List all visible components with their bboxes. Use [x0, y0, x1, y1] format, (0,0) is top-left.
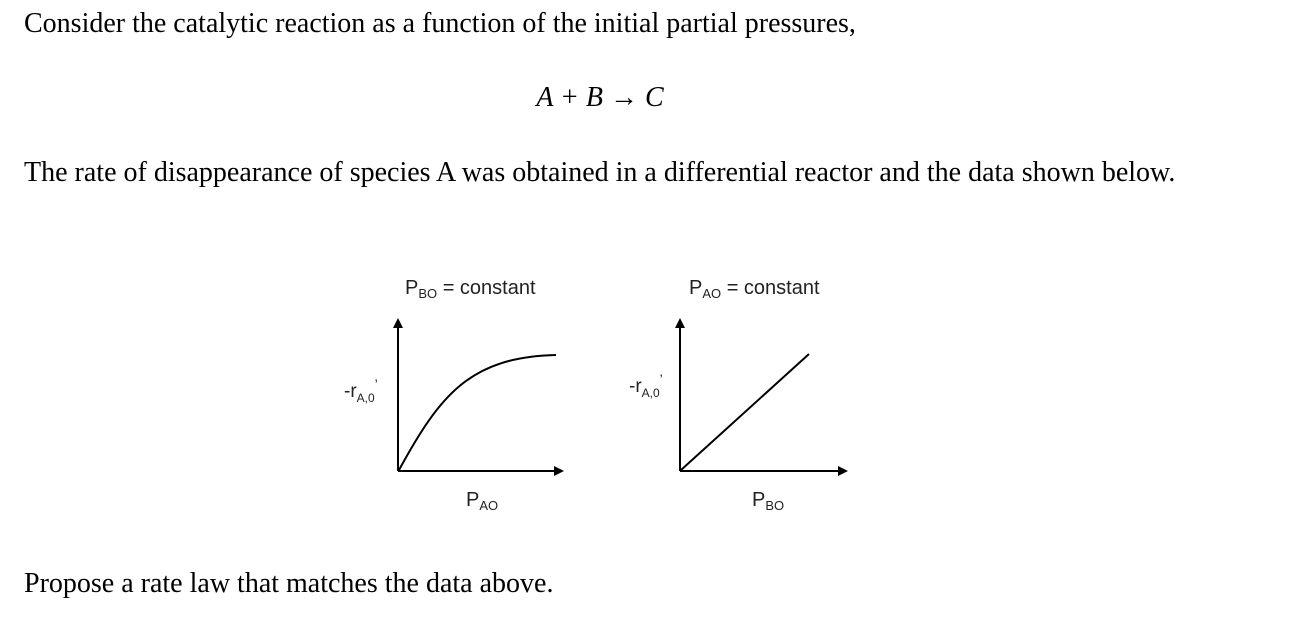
graph-1	[344, 277, 562, 513]
graph-2-line	[681, 354, 809, 470]
intro-text: Consider the catalytic reaction as a function of the initial partial pressures,	[24, 8, 856, 39]
graph-2-x-label: $P_{BO}$	[752, 489, 785, 513]
graph-1-x-label: $P_{AO}$	[466, 489, 499, 513]
graph-1-title: $P_{BO}$ = constant	[405, 277, 536, 301]
graph-1-y-label: $-r_{A,0}^’$	[344, 376, 378, 405]
description-paragraph: The rate of disappearance of species A was obtained in a differential reactor and the data shown below.	[24, 157, 1176, 188]
graph-2-y-label: $-r_{A,0}^’$	[629, 371, 663, 400]
graph-1-curve	[399, 355, 556, 470]
question-text: Propose a rate law that matches the data above.	[24, 568, 554, 599]
graph-2	[629, 277, 846, 513]
graph-2-title: $P_{AO}$ = constant	[689, 277, 820, 301]
reaction-equation: A + B → C	[536, 82, 664, 113]
